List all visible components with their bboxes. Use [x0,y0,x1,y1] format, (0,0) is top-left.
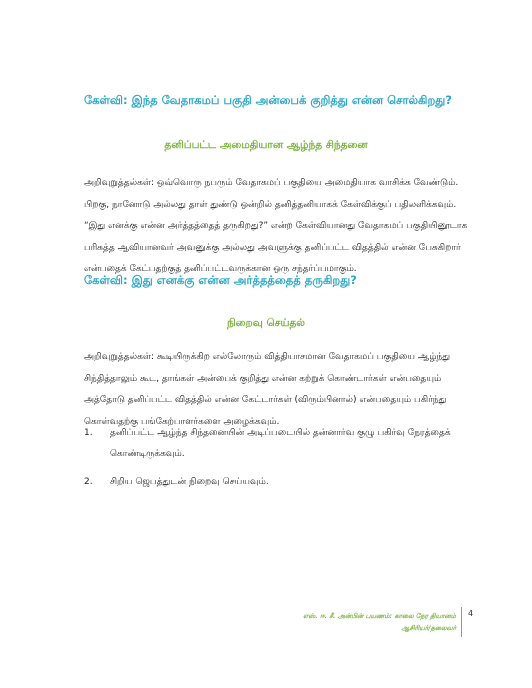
paragraph-line: அறிவுறுத்தல்கள்: ஒவ்வொரு நபரும் வேதாகமப் பகுதியை அமைதியாக வாசிக்க வேண்டும். [84,178,459,188]
paragraph-line: என்பதைக் கேட்பதற்குத் தனிப்பட்டவருக்கான ஒரு சந்தர்ப்பமாகும். [84,264,357,274]
list-item [84,472,464,493]
footer-role: ஆசிரியர்/தலைவர் [401,624,456,632]
footer-divider [461,607,462,637]
list-item-line: கொண்டிருக்கவும். [110,449,185,459]
section-title-reflection: தனிப்பட்ட அமைதியான ஆழ்ந்த சிந்தனை [164,139,368,151]
paragraph-line: பரிசுத்த ஆவியானவர் அவனுக்கு அல்லது அவளுக்கு தனிப்பட்ட விதத்தில் என்ன பேசுகிறார் [84,242,461,253]
instructions-paragraph-2 [84,347,464,433]
list-item [84,423,464,465]
list-number: 2. [84,477,93,487]
page-number: 4 [468,609,474,618]
paragraph-line: அறிவுறுத்தல்கள்: கூடியிருக்கிற எல்லோரும் வித்தியாசமான வேதாகமப் பகுதியை ஆழ்ந்து [84,352,451,362]
footer-series-title: எஸ். ஈ. சீ. அன்பின் பயணம்: காலை நேர தியானம் [303,612,456,620]
list-number: 1. [84,428,93,438]
question-heading-1: கேள்வி: இந்த வேதாகமப் பகுதி அன்பைக் குறித்து என்ன சொல்கிறது? [84,93,452,107]
list-item-line: தனிப்பட்ட ஆழ்ந்த சிந்தனையின் அடிப்படையில் தன்னார்வ குழு பகிர்வு நேரத்தைக் [110,428,451,438]
section-title-closing: நிறைவு செய்தல் [226,317,306,329]
paragraph-line: சிந்தித்தாலும் கூட, தாங்கள் அன்பைக் குறித்து என்ன கற்றுக் கொண்டார்கள் என்பதையும் [84,373,442,384]
paragraph-line: கொள்வதற்கு பங்கேற்பாளர்களை அழைக்கவும். [84,416,280,427]
list-item-line: சிறிய ஜெபத்துடன் நிறைவு செய்யவும். [110,477,269,487]
paragraph-line: அத்தோடு தனிப்பட்ட விதத்தில் என்ன கேட்டார்கள் (விரும்பினால்) என்பதையும் பகிர்ந்து [84,395,447,405]
footer-title [303,610,456,634]
question-heading-2: கேள்வி: இது எனக்கு என்ன அர்த்தத்தைத் தருகிறது? [84,273,357,287]
paragraph-line: பிறகு, நானோடு அல்லது தாள் துண்டு ஒன்றில் தனித்தனியாகக் கேள்விக்குப் பதிலளிக்கவும். [84,199,457,210]
paragraph-line: “இது எனக்கு என்ன அர்த்தத்தைத் தருகிறது?” என்ற கேள்வியானது வேதாகமப் பகுதியினூடாக [84,221,468,231]
instructions-paragraph-1 [84,173,468,281]
closing-steps-list [84,423,464,500]
